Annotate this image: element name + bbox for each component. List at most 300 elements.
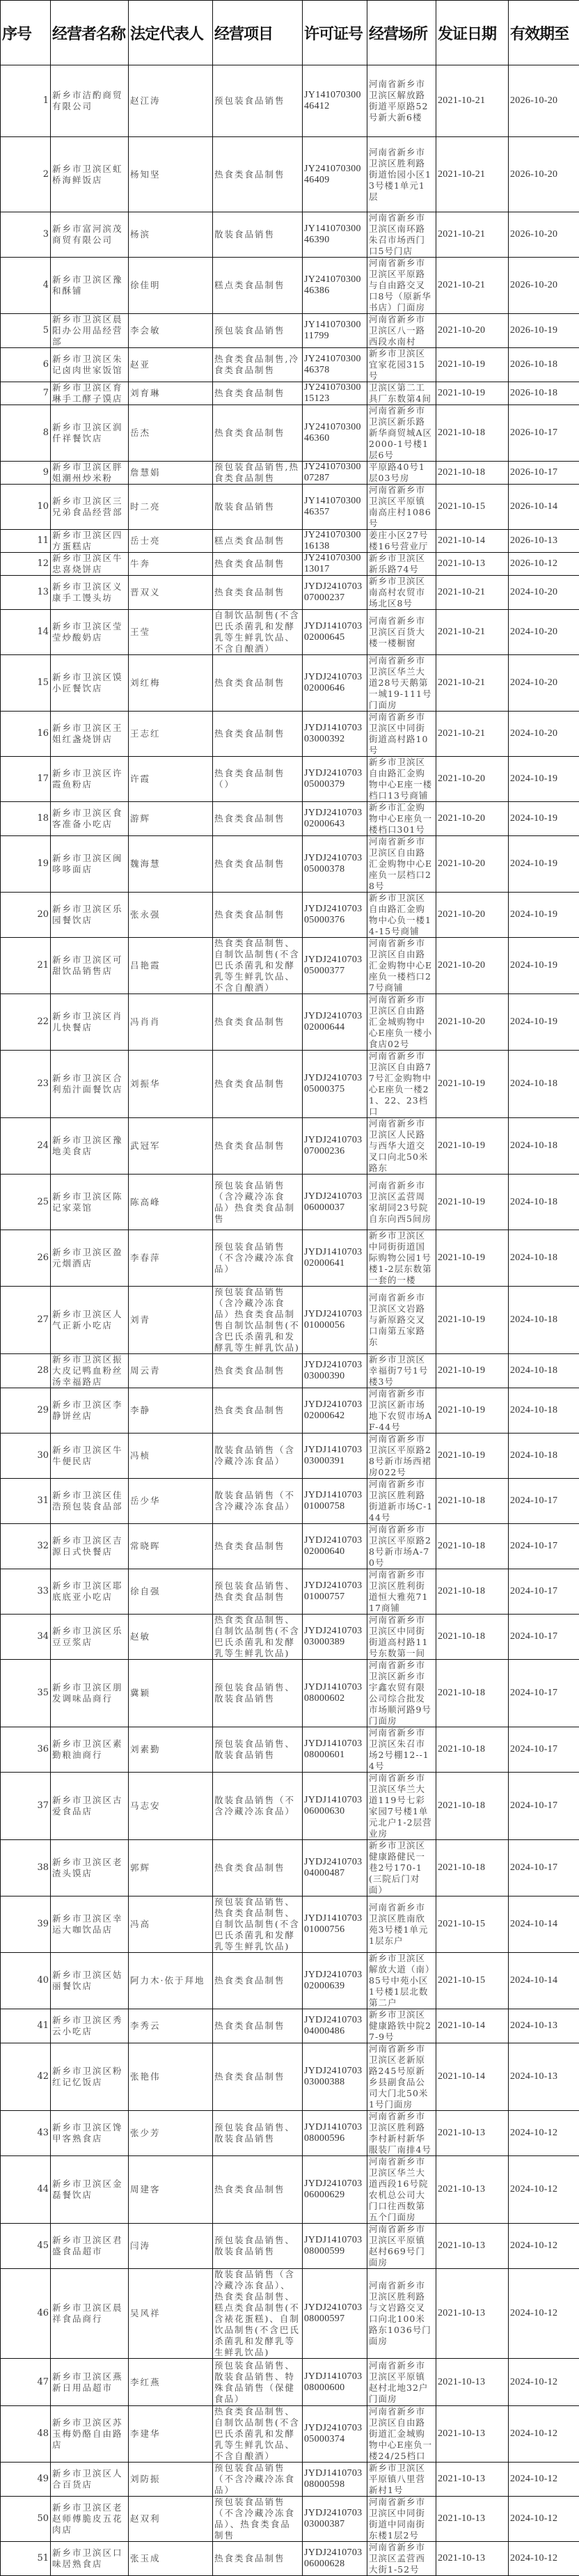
cell-valid-until: 2024-10-12 (509, 2406, 579, 2463)
cell-seq: 2 (1, 137, 51, 212)
cell-business-scope: 散装食品销售（不含冷藏冷冻食品） (213, 1773, 303, 1840)
cell-operator-name: 新乡市富河滨茂商贸有限公司 (51, 212, 129, 258)
cell-operator-name: 新乡市卫滨区素勤粮油商行 (51, 1727, 129, 1773)
cell-valid-until: 2024-10-12 (509, 2111, 579, 2156)
cell-business-scope: 预包装食品销售、散装食品销售 (213, 2224, 303, 2269)
cell-issue-date: 2021-10-21 (436, 576, 509, 610)
cell-issue-date: 2021-10-13 (436, 2463, 509, 2497)
cell-business-scope: 热食类食品制售 (213, 137, 303, 212)
cell-seq: 20 (1, 893, 51, 938)
cell-address: 河南省新乡市卫滨区自由路汇金购物中心E座负一层档口28号 (367, 836, 436, 893)
cell-address: 河南省新乡市卫滨区朱召市场2号棚12--14号 (367, 1727, 436, 1773)
cell-business-scope: 散装食品销售（含冷藏冷冻食品）、热食类食品制售、糕点类食品制售(不含裱花蛋糕)、自制饮品制售(不含巴氏杀菌乳和发酵乳等生鲜乳饮品) (213, 2269, 303, 2359)
cell-address: 河南省新乡市卫滨区自由路汇金城购物中心E座负一楼小食店02号 (367, 994, 436, 1051)
cell-valid-until: 2024-10-18 (509, 1388, 579, 1434)
cell-issue-date: 2021-10-14 (436, 2043, 509, 2111)
cell-valid-until: 2024-10-19 (509, 893, 579, 938)
cell-operator-name: 新乡市卫滨区肖儿快餐店 (51, 994, 129, 1051)
cell-issue-date: 2021-10-20 (436, 757, 509, 802)
cell-issue-date: 2021-10-13 (436, 2359, 509, 2406)
cell-seq: 36 (1, 1727, 51, 1773)
cell-license-no: JYDJ241070304000486 (303, 2009, 367, 2043)
table-row (1, 2497, 579, 2542)
cell-seq: 45 (1, 2224, 51, 2269)
cell-legal-rep: 李静 (129, 1388, 213, 1434)
cell-address: 河南省新乡市卫滨区平原路与自由路交叉口8号（原新华书店）门面房 (367, 258, 436, 314)
cell-license-no: JY14107030011799 (303, 314, 367, 348)
cell-license-no: JYDJ141070308000598 (303, 2463, 367, 2497)
cell-operator-name: 新乡市卫滨区闽哆哆面店 (51, 836, 129, 893)
table-row (1, 1569, 579, 1615)
cell-operator-name: 新乡市洁酌商贸有限公司 (51, 65, 129, 137)
cell-business-scope: 预包装食品销售、散装食品销售 (213, 1727, 303, 1773)
table-row (1, 553, 579, 576)
cell-address: 河南省新乡市卫滨区孟营西大街1-52号 (367, 2542, 436, 2576)
cell-legal-rep: 魏海慧 (129, 836, 213, 893)
cell-seq: 40 (1, 1953, 51, 2009)
cell-issue-date: 2021-10-13 (436, 2224, 509, 2269)
cell-issue-date: 2021-10-18 (436, 1615, 509, 1660)
cell-license-no: JY14107030046390 (303, 212, 367, 258)
table-row (1, 836, 579, 893)
cell-issue-date: 2021-10-19 (436, 1051, 509, 1118)
table-row (1, 2542, 579, 2576)
table-row (1, 938, 579, 994)
cell-issue-date: 2021-10-13 (436, 553, 509, 576)
table-row (1, 610, 579, 655)
cell-issue-date: 2021-10-21 (436, 712, 509, 757)
cell-seq: 42 (1, 2043, 51, 2111)
col-header-seq: 序号 (1, 1, 51, 65)
cell-operator-name: 新乡市卫滨区食客准备小吃店 (51, 802, 129, 836)
cell-seq: 18 (1, 802, 51, 836)
cell-legal-rep: 张少芳 (129, 2111, 213, 2156)
cell-legal-rep: 牛奔 (129, 553, 213, 576)
cell-operator-name: 新乡市卫滨区馋甲客熟食店 (51, 2111, 129, 2156)
cell-seq: 34 (1, 1615, 51, 1660)
table-row (1, 1727, 579, 1773)
cell-business-scope: 预包装食品销售、散装食品销售、特殊食品销售（保健食品） (213, 2359, 303, 2406)
cell-address: 河南省新乡市卫滨区孟营周家胡同23号院自东向西5间房 (367, 1175, 436, 1230)
cell-address: 新乡市卫滨区幸福街7号1号楼3号 (367, 1354, 436, 1388)
cell-license-no: JY24107030046386 (303, 258, 367, 314)
cell-seq: 11 (1, 530, 51, 553)
col-header-rep: 法定代表人 (129, 1, 213, 65)
cell-valid-until: 2024-10-18 (509, 1287, 579, 1354)
cell-issue-date: 2021-10-19 (436, 1230, 509, 1287)
cell-seq: 47 (1, 2359, 51, 2406)
cell-address: 新乡市卫滨区新乐路74号 (367, 553, 436, 576)
cell-address: 河南省新乡市卫滨区华兰大道119号七彩家园7号楼1单元北户1-2层营业房 (367, 1773, 436, 1840)
cell-license-no: JYDJ241070302000644 (303, 994, 367, 1051)
cell-address: 河南省新乡市卫滨区平原镇南高庄村1086号 (367, 485, 436, 530)
cell-seq: 14 (1, 610, 51, 655)
cell-valid-until: 2024-10-17 (509, 1773, 579, 1840)
cell-legal-rep: 冯高 (129, 1896, 213, 1953)
cell-license-no: JYDJ141070303000391 (303, 1434, 367, 1479)
cell-issue-date: 2021-10-18 (436, 1727, 509, 1773)
cell-address: 平原路40号1层03号房 (367, 462, 436, 485)
cell-legal-rep: 杨知坚 (129, 137, 213, 212)
cell-license-no: JY24107030007287 (303, 462, 367, 485)
cell-seq: 8 (1, 405, 51, 462)
cell-issue-date: 2021-10-21 (436, 65, 509, 137)
cell-business-scope: 热食类食品制售 (213, 553, 303, 576)
cell-address: 河南省新乡市卫滨区自由路汇金购物中心E座负一楼档口27号商铺 (367, 938, 436, 994)
cell-valid-until: 2024-10-19 (509, 938, 579, 994)
cell-issue-date: 2021-10-18 (436, 1524, 509, 1569)
cell-address: 新乡市汇金购物中心E座负一楼档口301号 (367, 802, 436, 836)
cell-valid-until: 2024-10-18 (509, 1175, 579, 1230)
cell-business-scope: 热食类食品制售 (213, 2009, 303, 2043)
cell-seq: 21 (1, 938, 51, 994)
cell-valid-until: 2024-10-12 (509, 2497, 579, 2542)
cell-valid-until: 2026-10-19 (509, 314, 579, 348)
cell-issue-date: 2021-10-18 (436, 405, 509, 462)
cell-operator-name: 新乡市卫滨区佳浩预包装食品部 (51, 1479, 129, 1524)
table-row (1, 530, 579, 553)
cell-legal-rep: 李建华 (129, 2406, 213, 2463)
cell-address: 新乡市卫滨区自由路汇金购物中心E座一楼档口13号商铺 (367, 757, 436, 802)
cell-address: 河南省新乡市卫滨区新乐路新华商贸城A区2000-1号楼1层6号 (367, 405, 436, 462)
table-row (1, 576, 579, 610)
cell-legal-rep: 冯桢 (129, 1434, 213, 1479)
cell-legal-rep: 杨滨 (129, 212, 213, 258)
cell-license-no: JY14107030046357 (303, 485, 367, 530)
cell-operator-name: 新乡市卫滨区人合百货店 (51, 2463, 129, 2497)
cell-address: 河南省新乡市卫滨区自由路街道汇金城购物中心E座负一楼24/25档口 (367, 2406, 436, 2463)
cell-business-scope: 热食类食品制售 (213, 1524, 303, 1569)
cell-license-no: JY24107030046409 (303, 137, 367, 212)
cell-legal-rep: 马志安 (129, 1773, 213, 1840)
cell-address: 河南省新乡市卫滨区平原镇赵村北地32户门面房 (367, 2359, 436, 2406)
cell-business-scope: 散装食品销售 (213, 485, 303, 530)
cell-valid-until: 2024-10-17 (509, 1524, 579, 1569)
cell-business-scope: 预包装食品销售（含冷藏冷冻食品）热食类食品制售自制饮品制售(不含巴氏杀菌乳和发酵乳等生鲜乳饮品) (213, 1287, 303, 1354)
cell-valid-until: 2024-10-19 (509, 757, 579, 802)
cell-legal-rep: 吕艳霞 (129, 938, 213, 994)
cell-seq: 41 (1, 2009, 51, 2043)
cell-license-no: JYDJ241070303000388 (303, 2043, 367, 2111)
cell-valid-until: 2024-10-12 (509, 2463, 579, 2497)
cell-operator-name: 新乡市卫滨区老渣头馍店 (51, 1840, 129, 1896)
cell-business-scope: 热食类食品制售 (213, 405, 303, 462)
cell-operator-name: 新乡市卫滨区盈元烟酒店 (51, 1230, 129, 1287)
cell-valid-until: 2026-10-14 (509, 485, 579, 530)
cell-operator-name: 新乡市卫滨区朋发调味品商行 (51, 1660, 129, 1727)
cell-seq: 43 (1, 2111, 51, 2156)
cell-issue-date: 2021-10-15 (436, 1896, 509, 1953)
cell-address: 河南省新乡市卫滨区中同街街道高村路10号 (367, 712, 436, 757)
cell-valid-until: 2026-10-20 (509, 258, 579, 314)
cell-business-scope: 预包装食品销售（不含冷藏冷冻食品） (213, 2463, 303, 2497)
cell-license-no: JYDJ241070306000037 (303, 1175, 367, 1230)
cell-business-scope: 热食类食品制售 (213, 994, 303, 1051)
cell-issue-date: 2021-10-21 (436, 258, 509, 314)
cell-business-scope: 热食类食品制售 (213, 893, 303, 938)
cell-license-no: JYDJ241070303000390 (303, 1354, 367, 1388)
cell-business-scope: 热食类食品制售,冷食类食品制售 (213, 348, 303, 382)
cell-seq: 16 (1, 712, 51, 757)
cell-legal-rep: 徐佳明 (129, 258, 213, 314)
cell-license-no: JYDJ141070301000758 (303, 1479, 367, 1524)
cell-business-scope: 预包装食品销售、散装食品销售 (213, 2111, 303, 2156)
cell-operator-name: 新乡市卫滨区许霞鱼粉店 (51, 757, 129, 802)
cell-operator-name: 新乡市卫滨区朱记卤肉世家饭馆 (51, 348, 129, 382)
cell-business-scope: 糕点类食品制售 (213, 530, 303, 553)
cell-issue-date: 2021-10-21 (436, 655, 509, 712)
cell-seq: 46 (1, 2269, 51, 2359)
cell-license-no: JYDJ141070308000596 (303, 2111, 367, 2156)
cell-license-no: JYDJ241070302000646 (303, 655, 367, 712)
table-row (1, 1896, 579, 1953)
cell-seq: 26 (1, 1230, 51, 1287)
cell-valid-until: 2024-10-18 (509, 1118, 579, 1175)
cell-address: 河南省新乡市卫滨区中同街街道中同南街东楼1层2号 (367, 2497, 436, 2542)
cell-issue-date: 2021-10-15 (436, 485, 509, 530)
cell-legal-rep: 游辉 (129, 802, 213, 836)
cell-issue-date: 2021-10-18 (436, 462, 509, 485)
cell-legal-rep: 郭辉 (129, 1840, 213, 1896)
cell-valid-until: 2024-10-12 (509, 2269, 579, 2359)
cell-issue-date: 2021-10-18 (436, 1569, 509, 1615)
cell-business-scope: 热食类食品制售 (213, 1051, 303, 1118)
cell-seq: 5 (1, 314, 51, 348)
table-row (1, 994, 579, 1051)
table-row (1, 712, 579, 757)
cell-valid-until: 2024-10-17 (509, 1479, 579, 1524)
table-row (1, 2224, 579, 2269)
cell-operator-name: 新乡市卫滨区虹桥海鲜饭店 (51, 137, 129, 212)
cell-address: 新乡市卫滨区南高村农贸市场北区8号 (367, 576, 436, 610)
cell-seq: 30 (1, 1434, 51, 1479)
cell-license-no: JYDJ241070302000643 (303, 802, 367, 836)
table-row (1, 1287, 579, 1354)
cell-valid-until: 2024-10-19 (509, 802, 579, 836)
cell-business-scope: 散装食品销售（含冷藏冷冻食品） (213, 1434, 303, 1479)
cell-seq: 29 (1, 1388, 51, 1434)
cell-legal-rep: 冯肖肖 (129, 994, 213, 1051)
table-row (1, 1118, 579, 1175)
cell-address: 新乡市卫滨区中同街街道国际购物公园1号楼1-2层东数第一套的一楼 (367, 1230, 436, 1287)
cell-issue-date: 2021-10-19 (436, 1388, 509, 1434)
cell-operator-name: 新乡市卫滨区豫和酥铺 (51, 258, 129, 314)
cell-operator-name: 新乡市卫滨区乐豆豆浆店 (51, 1615, 129, 1660)
cell-seq: 38 (1, 1840, 51, 1896)
cell-legal-rep: 刘红梅 (129, 655, 213, 712)
cell-operator-name: 新乡市卫滨区王姐红盏烧饼店 (51, 712, 129, 757)
cell-business-scope: 热食类食品制售 (213, 1953, 303, 2009)
cell-business-scope: 热食类食品制售 (213, 836, 303, 893)
table-row (1, 137, 579, 212)
cell-operator-name: 新乡市卫滨区陈记家菜馆 (51, 1175, 129, 1230)
cell-business-scope: 热食类食品制售 (213, 576, 303, 610)
cell-seq: 6 (1, 348, 51, 382)
cell-address: 河南省新乡市卫滨区胜利街道恒大雅苑7117商铺 (367, 1569, 436, 1615)
table-row (1, 757, 579, 802)
table-row (1, 405, 579, 462)
cell-valid-until: 2024-10-17 (509, 1840, 579, 1896)
cell-issue-date: 2021-10-14 (436, 530, 509, 553)
table-row (1, 1479, 579, 1524)
cell-business-scope: 热食类食品制售 (213, 655, 303, 712)
cell-operator-name: 新乡市卫滨区秀云小吃店 (51, 2009, 129, 2043)
cell-license-no: JYDJ141070303000392 (303, 712, 367, 757)
table-row (1, 2359, 579, 2406)
cell-operator-name: 新乡市卫滨区人气正新小吃店 (51, 1287, 129, 1354)
cell-address: 河南省新乡市卫滨区新乡市宇鑫农贸有限公司综合批发市场顺河路9号门面房 (367, 1660, 436, 1727)
cell-issue-date: 2021-10-19 (436, 1287, 509, 1354)
cell-seq: 44 (1, 2156, 51, 2224)
table-row (1, 348, 579, 382)
cell-issue-date: 2021-10-13 (436, 2156, 509, 2224)
cell-legal-rep: 周云青 (129, 1354, 213, 1388)
cell-valid-until: 2026-10-20 (509, 65, 579, 137)
cell-legal-rep: 刘防振 (129, 2463, 213, 2497)
cell-license-no: JYDJ141070308000602 (303, 1660, 367, 1727)
cell-operator-name: 新乡市卫滨区李静饼丝店 (51, 1388, 129, 1434)
cell-valid-until: 2024-10-19 (509, 994, 579, 1051)
table-body (1, 65, 579, 2576)
cell-issue-date: 2021-10-18 (436, 1773, 509, 1840)
cell-valid-until: 2024-10-20 (509, 610, 579, 655)
cell-business-scope: 糕点类食品制售 (213, 258, 303, 314)
cell-license-no: JYDJ241070306000629 (303, 2156, 367, 2224)
cell-legal-rep: 周建客 (129, 2156, 213, 2224)
cell-issue-date: 2021-10-13 (436, 2497, 509, 2542)
cell-valid-until: 2024-10-13 (509, 2043, 579, 2111)
cell-license-no: JYDJ241070303000387 (303, 2497, 367, 2542)
cell-business-scope: 预包装食品销售（不含冷藏冷冻食品）、热食类食品制售 (213, 2497, 303, 2542)
cell-valid-until: 2026-10-18 (509, 348, 579, 382)
cell-valid-until: 2024-10-13 (509, 2009, 579, 2043)
table-row (1, 655, 579, 712)
cell-business-scope: 热食类食品制售 (213, 2043, 303, 2111)
table-row (1, 1388, 579, 1434)
cell-address: 河南省新乡市卫滨区胜南欣苑3号楼1单元1层东户 (367, 1896, 436, 1953)
table-row (1, 802, 579, 836)
cell-legal-rep: 李秀云 (129, 2009, 213, 2043)
cell-operator-name: 新乡市卫滨区君盛食品超市 (51, 2224, 129, 2269)
cell-valid-until: 2026-10-20 (509, 137, 579, 212)
cell-operator-name: 新乡市卫滨区晨阳办公用品经营部 (51, 314, 129, 348)
col-header-valid-until: 有效期至 (509, 1, 579, 65)
cell-license-no: JYDJ241070305000379 (303, 757, 367, 802)
cell-seq: 32 (1, 1524, 51, 1569)
cell-business-scope: 预包装食品销售 (213, 65, 303, 137)
table-row (1, 1524, 579, 1569)
cell-license-no: JYDJ141070301000756 (303, 1896, 367, 1953)
cell-legal-rep: 李红燕 (129, 2359, 213, 2406)
cell-business-scope: 预包装食品销售（含冷藏冷冻食品）热食类食品制售 (213, 1175, 303, 1230)
cell-license-no: JY24107030013017 (303, 553, 367, 576)
cell-address: 河南省新乡市卫滨区八一路西段水南村 (367, 314, 436, 348)
cell-legal-rep: 张玉成 (129, 2542, 213, 2576)
cell-operator-name: 新乡市卫滨区胖姐潮州炒米粉 (51, 462, 129, 485)
cell-license-no: JYDJ241070301000056 (303, 1287, 367, 1354)
cell-issue-date: 2021-10-13 (436, 2542, 509, 2576)
cell-operator-name: 新乡市卫滨区老赵师傅脆皮五花肉店 (51, 2497, 129, 2542)
cell-legal-rep: 赵敏 (129, 1615, 213, 1660)
cell-license-no: JYDJ241070302000642 (303, 1388, 367, 1434)
cell-address: 新乡市卫滨区平原镇八里营新村1号 (367, 2463, 436, 2497)
cell-operator-name: 新乡市卫滨区合利茄汁面餐饮店 (51, 1051, 129, 1118)
cell-issue-date: 2021-10-14 (436, 2009, 509, 2043)
cell-seq: 24 (1, 1118, 51, 1175)
table-row (1, 2406, 579, 2463)
cell-operator-name: 新乡市卫滨区三兄弟食品经营部 (51, 485, 129, 530)
cell-issue-date: 2021-10-20 (436, 314, 509, 348)
cell-license-no: JYDJ241070305000374 (303, 2406, 367, 2463)
cell-address: 河南省新乡市卫滨区文岩路与新原路交叉口南第五家路东 (367, 1287, 436, 1354)
cell-operator-name: 新乡市卫滨区馍小匠餐饮店 (51, 655, 129, 712)
cell-issue-date: 2021-10-15 (436, 1953, 509, 2009)
cell-legal-rep: 张永强 (129, 893, 213, 938)
cell-license-no: JYDJ141070308000600 (303, 2359, 367, 2406)
cell-valid-until: 2024-10-17 (509, 1569, 579, 1615)
cell-legal-rep: 常晓晖 (129, 1524, 213, 1569)
cell-address: 新乡市卫滨区自由路汇金购物中心负一楼14-15号商铺 (367, 893, 436, 938)
cell-license-no: JY24107030046378 (303, 348, 367, 382)
cell-valid-until: 2024-10-17 (509, 1660, 579, 1727)
table-row (1, 65, 579, 137)
cell-valid-until: 2026-10-20 (509, 212, 579, 258)
cell-business-scope: 热食类食品制售、自制饮品制售(不含巴氏杀菌乳和发酵乳等生鲜乳饮品、不含自酿酒） (213, 938, 303, 994)
cell-valid-until: 2024-10-18 (509, 1434, 579, 1479)
cell-business-scope: 散装食品销售（不含冷藏冷冻食品） (213, 1479, 303, 1524)
cell-legal-rep: 岳少华 (129, 1479, 213, 1524)
cell-valid-until: 2024-10-14 (509, 1896, 579, 1953)
cell-business-scope: 自制饮品制售(不含巴氏杀菌乳和发酵乳等生鲜乳饮品、不含自酿酒） (213, 610, 303, 655)
cell-license-no: JYDJ241070301000757 (303, 1569, 367, 1615)
table-row (1, 1230, 579, 1287)
cell-issue-date: 2021-10-19 (436, 1354, 509, 1388)
cell-address: 新乡市卫滨区健康路铁中院27-9号 (367, 2009, 436, 2043)
cell-operator-name: 新乡市卫滨区幸运大咖饮品店 (51, 1896, 129, 1953)
cell-address: 河南省新乡市卫滨区中同街街道高村路11号东数第一间 (367, 1615, 436, 1660)
table-row (1, 1615, 579, 1660)
cell-operator-name: 新乡市卫滨区豫地美食店 (51, 1118, 129, 1175)
cell-address: 河南省新乡市卫滨区百货大楼一楼橱窗 (367, 610, 436, 655)
cell-license-no: JYDJ141070308000599 (303, 2224, 367, 2269)
cell-seq: 12 (1, 553, 51, 576)
cell-seq: 13 (1, 576, 51, 610)
cell-license-no: JYDJ241070307000236 (303, 1118, 367, 1175)
cell-issue-date: 2021-10-18 (436, 1479, 509, 1524)
cell-legal-rep: 陈高峰 (129, 1175, 213, 1230)
table-row (1, 2156, 579, 2224)
cell-legal-rep: 吴风祥 (129, 2269, 213, 2359)
cell-license-no: JYDJ241070308000597 (303, 2269, 367, 2359)
cell-seq: 4 (1, 258, 51, 314)
cell-operator-name: 新乡市卫滨区乐园餐饮店 (51, 893, 129, 938)
cell-seq: 31 (1, 1479, 51, 1524)
cell-seq: 51 (1, 2542, 51, 2576)
cell-business-scope: 预包装食品销售、热食类食品制售、自制饮品制售(不含巴氏杀菌乳和发酵乳等生鲜乳饮品) (213, 1896, 303, 1953)
cell-license-no: JYDJ241070306000628 (303, 2542, 367, 2576)
cell-business-scope: 预包装食品销售、热食类食品制售 (213, 1569, 303, 1615)
cell-business-scope: 预包装食品销售 (213, 314, 303, 348)
cell-valid-until: 2026-10-18 (509, 382, 579, 405)
cell-address: 新乡市卫滨区解放大道（南）85号中苑小区1号楼1层北数第二户 (367, 1953, 436, 2009)
cell-valid-until: 2024-10-18 (509, 1230, 579, 1287)
cell-license-no: JYDJ241070305000378 (303, 836, 367, 893)
cell-address: 河南省新乡市卫滨区胜利路与文岩路交叉口向北100米路东1036号门面房 (367, 2269, 436, 2359)
cell-legal-rep: 冀颖 (129, 1660, 213, 1727)
table-header-row (1, 1, 579, 65)
cell-business-scope: 热食类食品制售 (213, 2542, 303, 2576)
cell-issue-date: 2021-10-18 (436, 1660, 509, 1727)
